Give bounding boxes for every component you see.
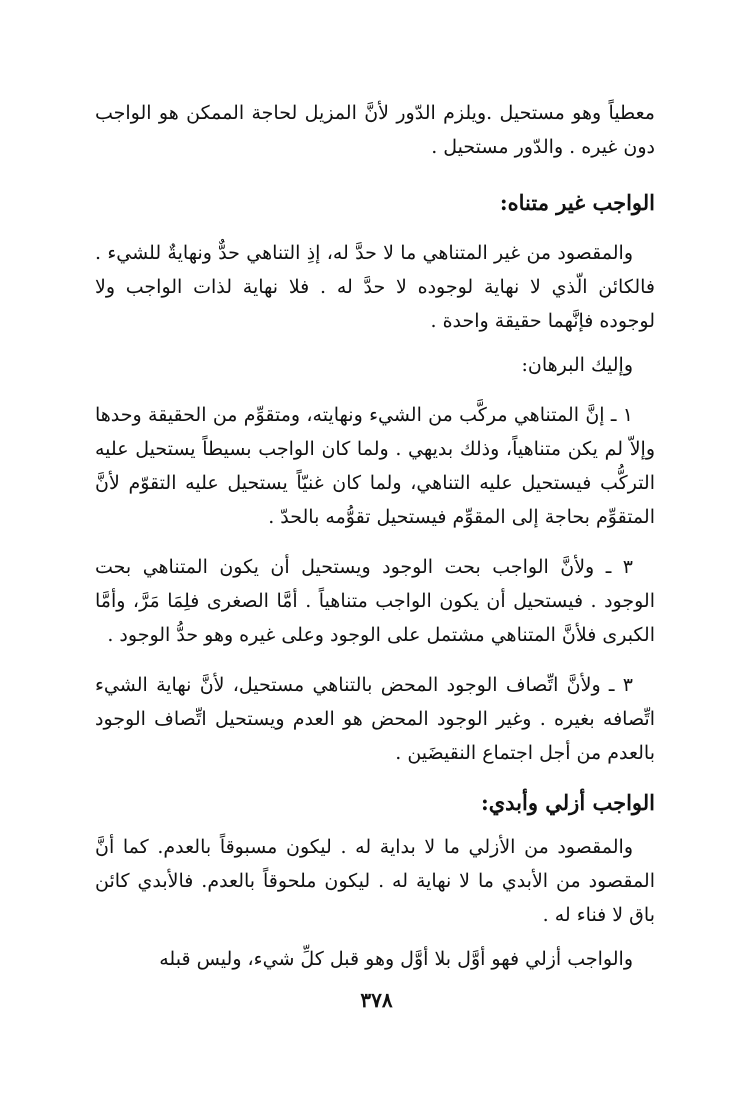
proof-item-3: ٣ ـ ولأنَّ اتِّصاف الوجود المحض بالتناهي مستحيل، لأنَّ نهاية الشيء اتِّصافه بغيره . وغير الوجود المحض هو العدم ويستحيل اتِّصاف الوجود بالعدم من أجل اجتماع النقيضَين . xyxy=(95,674,655,764)
page-number: ٣٧٨ xyxy=(360,988,393,1012)
page-body xyxy=(95,96,655,976)
infinite-paragraph: والمقصود من غير المتناهي ما لا حدَّ له، إذِ التناهي حدٌّ ونهايةٌ للشيء . فالكائن الّذي لا نهاية لوجوده لا حدَّ له . فلا نهاية لذات الواجب ولا لوجوده فإنَّهما حقيقة واحدة . xyxy=(95,242,655,332)
heading-infinite: الواجب غير متناه: xyxy=(499,190,655,215)
eternal-paragraph: والمقصود من الأزلي ما لا بداية له . ليكون مسبوقاً بالعدم. كما أنَّ المقصود من الأبدي ما لا نهاية له . ليكون ملحوقاً بالعدم. فالأبدي كائن باق لا فناء له . xyxy=(95,836,655,926)
intro-paragraph: معطياً وهو مستحيل .ويلزم الدّور لأنَّ المزيل لحاجة الممكن هو الواجب دون غيره . والدّور مستحيل . xyxy=(95,102,655,158)
proof-intro: وإليك البرهان: xyxy=(521,354,633,376)
eternal-paragraph-2: والواجب أزلي فهو أوَّل بلا أوَّل وهو قبل كلِّ شيء، وليس قبله xyxy=(159,948,633,970)
proof-item-2: ٣ ـ ولأنَّ الواجب بحت الوجود ويستحيل أن يكون المتناهي بحت الوجود . فيستحيل أن يكون الواجب متناهياً . أمَّا الصغرى فلِمَا مَرَّ، وأمَّا الكبرى فلأنَّ المتناهي مشتمل على الوجود وعلى غيره وهو حدُّ الوجود . xyxy=(95,556,655,646)
proof-item-1: ١ ـ إنَّ المتناهي مركَّب من الشيء ونهايته، ومتقوِّم من الحقيقة وحدها وإلاّ لم يكن متناهياً، وذلك بديهي . ولما كان الواجب بسيطاً يستحيل عليه التركُّب فيستحيل عليه التناهي، ولما كان غنيّاً يستحيل عليه التقوّم لأنَّ المتقوِّم بحاجة إلى المقوِّم فيستحيل تقوُّمه بالحدّ . xyxy=(95,404,655,528)
heading-eternal: الواجب أزلي وأبدي: xyxy=(480,790,655,815)
